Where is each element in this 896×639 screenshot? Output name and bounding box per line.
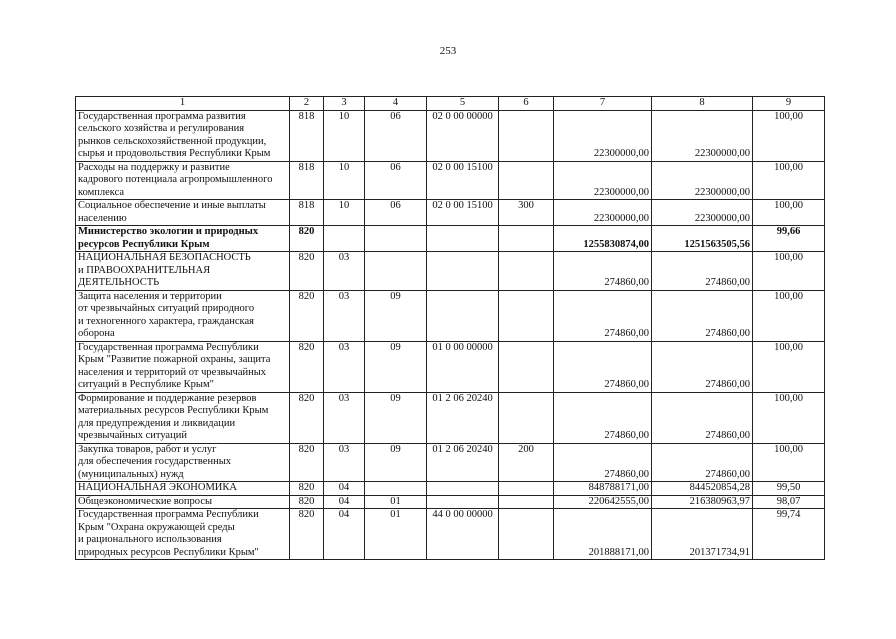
percent-cell: 99,74	[753, 509, 825, 560]
section-cell: 03	[324, 252, 365, 291]
subsection-cell: 09	[365, 392, 427, 443]
row-name-cell: Государственная программа Республики Крым "Охрана окружающей среды и рационального использования природных ресурсов Республики Крым"	[76, 509, 290, 560]
expense-type-cell	[499, 341, 554, 392]
subsection-cell	[365, 252, 427, 291]
subsection-cell	[365, 482, 427, 496]
table-row	[76, 252, 825, 291]
planned-amount-cell: 22300000,00	[554, 200, 652, 226]
percent-cell: 100,00	[753, 392, 825, 443]
table-row	[76, 341, 825, 392]
actual-amount-cell: 201371734,91	[652, 509, 753, 560]
header-cell: 5	[427, 97, 499, 111]
subsection-cell: 06	[365, 200, 427, 226]
expense-type-cell	[499, 252, 554, 291]
row-name-cell: Государственная программа Республики Крым "Развитие пожарной охраны, защита населения и территорий от чрезвычайных ситуаций в Республике Крым"	[76, 341, 290, 392]
subsection-cell: 09	[365, 341, 427, 392]
page-number: 253	[439, 45, 457, 57]
target-article-cell: 01 0 00 00000	[427, 341, 499, 392]
section-cell: 04	[324, 482, 365, 496]
table-body	[76, 97, 825, 560]
percent-cell: 100,00	[753, 200, 825, 226]
header-cell: 7	[554, 97, 652, 111]
section-cell: 10	[324, 200, 365, 226]
percent-cell: 99,50	[753, 482, 825, 496]
subsection-cell: 06	[365, 110, 427, 161]
code-admin-cell: 820	[290, 495, 324, 509]
table-row	[76, 226, 825, 252]
planned-amount-cell: 848788171,00	[554, 482, 652, 496]
subsection-cell: 01	[365, 495, 427, 509]
code-admin-cell: 820	[290, 392, 324, 443]
actual-amount-cell: 216380963,97	[652, 495, 753, 509]
actual-amount-cell: 22300000,00	[652, 200, 753, 226]
header-cell: 4	[365, 97, 427, 111]
percent-cell: 100,00	[753, 252, 825, 291]
table-row	[76, 110, 825, 161]
table-row	[76, 392, 825, 443]
subsection-cell: 09	[365, 443, 427, 482]
header-cell: 6	[499, 97, 554, 111]
expense-type-cell: 200	[499, 443, 554, 482]
actual-amount-cell: 274860,00	[652, 443, 753, 482]
expense-type-cell	[499, 495, 554, 509]
table-row	[76, 495, 825, 509]
percent-cell: 100,00	[753, 110, 825, 161]
expense-type-cell	[499, 509, 554, 560]
planned-amount-cell: 274860,00	[554, 290, 652, 341]
percent-cell: 100,00	[753, 290, 825, 341]
subsection-cell: 06	[365, 161, 427, 200]
actual-amount-cell: 22300000,00	[652, 161, 753, 200]
section-cell: 03	[324, 392, 365, 443]
code-admin-cell: 820	[290, 341, 324, 392]
actual-amount-cell: 1251563505,56	[652, 226, 753, 252]
target-article-cell: 44 0 00 00000	[427, 509, 499, 560]
row-name-cell: Расходы на поддержку и развитие кадрового потенциала агропромышленного комплекса	[76, 161, 290, 200]
actual-amount-cell: 274860,00	[652, 252, 753, 291]
expense-type-cell	[499, 110, 554, 161]
target-article-cell: 01 2 06 20240	[427, 443, 499, 482]
target-article-cell	[427, 290, 499, 341]
header-cell: 1	[76, 97, 290, 111]
target-article-cell	[427, 226, 499, 252]
percent-cell: 100,00	[753, 161, 825, 200]
section-cell: 03	[324, 290, 365, 341]
section-cell: 03	[324, 443, 365, 482]
subsection-cell: 09	[365, 290, 427, 341]
table-row	[76, 161, 825, 200]
percent-cell: 99,66	[753, 226, 825, 252]
planned-amount-cell: 1255830874,00	[554, 226, 652, 252]
section-cell: 10	[324, 110, 365, 161]
expense-type-cell	[499, 290, 554, 341]
table-header-row	[76, 97, 825, 111]
table-row	[76, 443, 825, 482]
actual-amount-cell: 22300000,00	[652, 110, 753, 161]
planned-amount-cell: 22300000,00	[554, 110, 652, 161]
target-article-cell: 02 0 00 00000	[427, 110, 499, 161]
row-name-cell: Общеэкономические вопросы	[76, 495, 290, 509]
expense-type-cell	[499, 392, 554, 443]
target-article-cell: 01 2 06 20240	[427, 392, 499, 443]
row-name-cell: НАЦИОНАЛЬНАЯ ЭКОНОМИКА	[76, 482, 290, 496]
planned-amount-cell: 274860,00	[554, 392, 652, 443]
actual-amount-cell: 274860,00	[652, 341, 753, 392]
planned-amount-cell: 201888171,00	[554, 509, 652, 560]
section-cell: 10	[324, 161, 365, 200]
row-name-cell: Закупка товаров, работ и услуг для обеспечения государственных (муниципальных) нужд	[76, 443, 290, 482]
header-cell: 9	[753, 97, 825, 111]
row-name-cell: Защита населения и территории от чрезвычайных ситуаций природного и техногенного характера, гражданская оборона	[76, 290, 290, 341]
percent-cell: 100,00	[753, 341, 825, 392]
actual-amount-cell: 274860,00	[652, 392, 753, 443]
row-name-cell: Министерство экологии и природных ресурсов Республики Крым	[76, 226, 290, 252]
row-name-cell: Социальное обеспечение и иные выплаты населению	[76, 200, 290, 226]
budget-table	[75, 96, 825, 560]
subsection-cell: 01	[365, 509, 427, 560]
planned-amount-cell: 220642555,00	[554, 495, 652, 509]
table-row	[76, 290, 825, 341]
header-cell: 3	[324, 97, 365, 111]
percent-cell: 100,00	[753, 443, 825, 482]
subsection-cell	[365, 226, 427, 252]
target-article-cell	[427, 495, 499, 509]
section-cell	[324, 226, 365, 252]
code-admin-cell: 818	[290, 110, 324, 161]
section-cell: 04	[324, 495, 365, 509]
expense-type-cell	[499, 226, 554, 252]
code-admin-cell: 818	[290, 200, 324, 226]
expense-type-cell	[499, 482, 554, 496]
header-cell: 2	[290, 97, 324, 111]
code-admin-cell: 820	[290, 226, 324, 252]
actual-amount-cell: 274860,00	[652, 290, 753, 341]
actual-amount-cell: 844520854,28	[652, 482, 753, 496]
table-row	[76, 509, 825, 560]
row-name-cell: Государственная программа развития сельского хозяйства и регулирования рынков сельскохозяйственной продукции, сырья и продовольствия Республики Крым	[76, 110, 290, 161]
code-admin-cell: 820	[290, 482, 324, 496]
row-name-cell: Формирование и поддержание резервов материальных ресурсов Республики Крым для предупреждения и ликвидации чрезвычайных ситуаций	[76, 392, 290, 443]
target-article-cell: 02 0 00 15100	[427, 161, 499, 200]
expense-type-cell: 300	[499, 200, 554, 226]
planned-amount-cell: 274860,00	[554, 252, 652, 291]
header-cell: 8	[652, 97, 753, 111]
planned-amount-cell: 274860,00	[554, 443, 652, 482]
target-article-cell	[427, 482, 499, 496]
planned-amount-cell: 22300000,00	[554, 161, 652, 200]
code-admin-cell: 820	[290, 290, 324, 341]
expense-type-cell	[499, 161, 554, 200]
section-cell: 04	[324, 509, 365, 560]
percent-cell: 98,07	[753, 495, 825, 509]
target-article-cell: 02 0 00 15100	[427, 200, 499, 226]
planned-amount-cell: 274860,00	[554, 341, 652, 392]
code-admin-cell: 820	[290, 509, 324, 560]
code-admin-cell: 820	[290, 443, 324, 482]
table-row	[76, 482, 825, 496]
code-admin-cell: 818	[290, 161, 324, 200]
target-article-cell	[427, 252, 499, 291]
section-cell: 03	[324, 341, 365, 392]
row-name-cell: НАЦИОНАЛЬНАЯ БЕЗОПАСНОСТЬ и ПРАВООХРАНИТЕЛЬНАЯ ДЕЯТЕЛЬНОСТЬ	[76, 252, 290, 291]
code-admin-cell: 820	[290, 252, 324, 291]
table-row	[76, 200, 825, 226]
